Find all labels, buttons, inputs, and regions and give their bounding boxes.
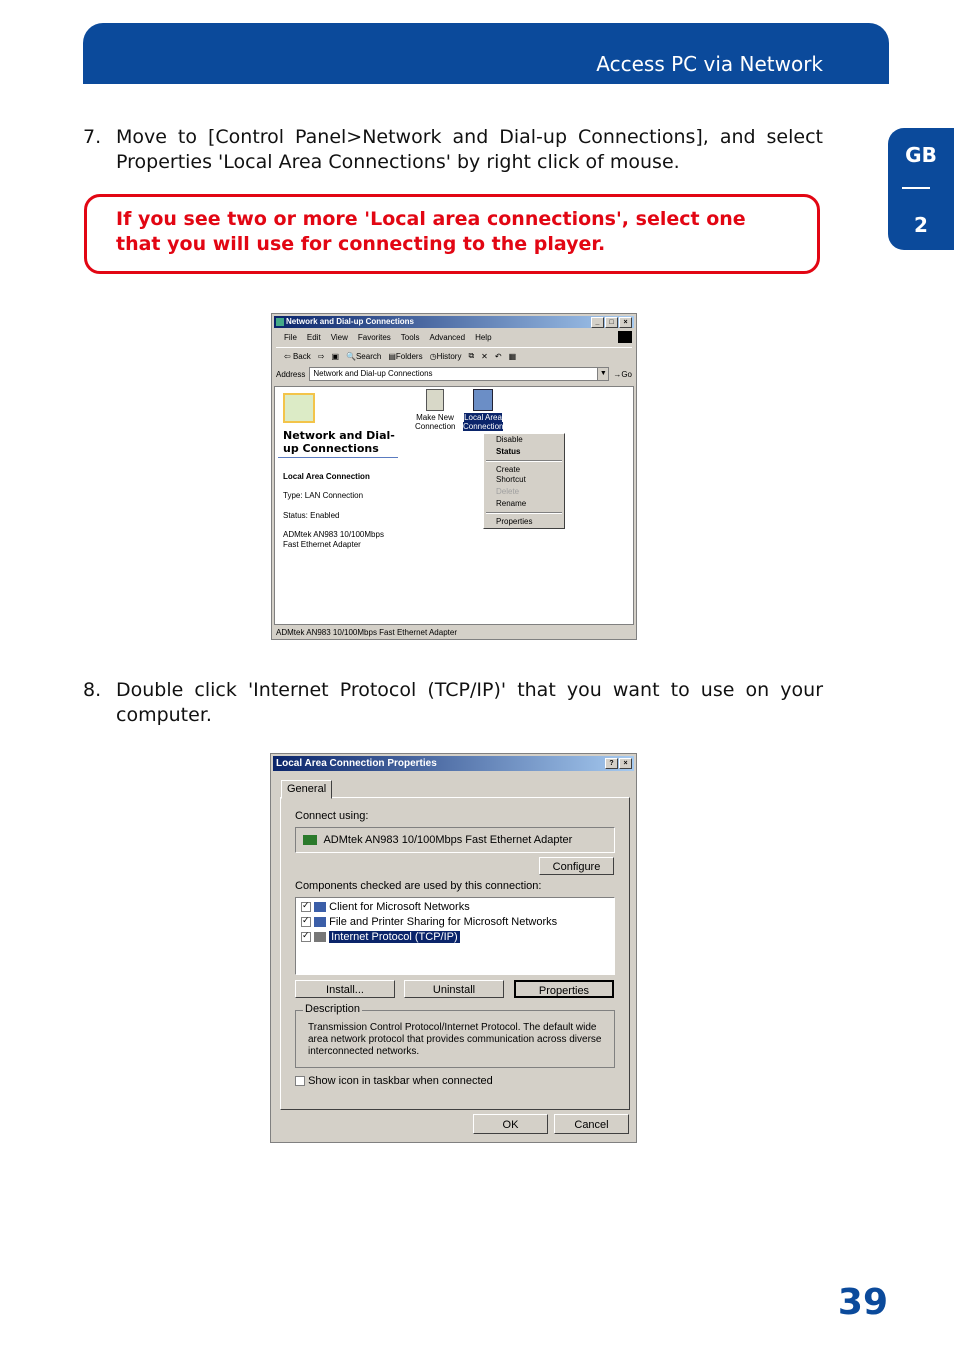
- component-checkbox[interactable]: [301, 902, 311, 912]
- status-bar: ADMtek AN983 10/100Mbps Fast Ethernet Adapter: [276, 628, 457, 637]
- menu-separator: [486, 512, 562, 514]
- panel-heading: Network and Dial-up Connections: [283, 429, 395, 455]
- menu-edit[interactable]: Edit: [306, 333, 321, 342]
- history-button[interactable]: ◷History: [429, 351, 462, 361]
- window-title: Network and Dial-up Connections: [286, 317, 415, 326]
- page-number: 39: [837, 1282, 888, 1323]
- views-icon[interactable]: ▦: [508, 351, 517, 361]
- step-7: [83, 125, 823, 175]
- details-type: Type: LAN Connection: [283, 491, 364, 500]
- client-icon: [314, 902, 326, 912]
- menu-favorites[interactable]: Favorites: [357, 333, 391, 342]
- forward-button[interactable]: ⇨: [317, 351, 325, 361]
- menu-rename[interactable]: Rename: [496, 499, 527, 508]
- toolbar: [276, 347, 632, 364]
- network-folder-icon: [283, 393, 315, 423]
- tab-general[interactable]: General: [281, 780, 332, 799]
- protocol-icon: [314, 932, 326, 942]
- content-pane: [274, 386, 634, 625]
- description-group: [295, 1003, 615, 1068]
- windows-logo-icon: [618, 331, 632, 343]
- sharing-icon: [314, 917, 326, 927]
- menu-bar: [276, 331, 632, 345]
- network-icon: [473, 389, 493, 411]
- taskbar-checkbox[interactable]: [295, 1076, 305, 1086]
- details-adapter: ADMtek AN983 10/100Mbps Fast Ethernet Adapter: [283, 530, 384, 549]
- properties-button[interactable]: Properties: [514, 980, 614, 998]
- computer-icon: [426, 389, 444, 411]
- window-titlebar: [274, 316, 634, 328]
- uninstall-button[interactable]: Uninstall: [404, 980, 504, 998]
- warning-notice: If you see two or more 'Local area connections', select one that you will use for connecting to the player.: [84, 194, 820, 274]
- description-text: Transmission Control Protocol/Internet Protocol. The default wide area network protocol that provides communication across diverse interconnected networks.: [308, 1022, 602, 1057]
- folder-icon: [276, 318, 284, 326]
- details-title: Local Area Connection: [283, 472, 370, 481]
- menu-separator: [486, 460, 562, 462]
- menu-properties[interactable]: Properties: [496, 517, 533, 526]
- component-item[interactable]: [301, 916, 557, 928]
- dialog-titlebar: [273, 756, 634, 771]
- address-label: Address: [276, 369, 306, 379]
- local-area-connection-label: Local Area Connection: [463, 413, 504, 431]
- taskbar-label: Show icon in taskbar when connected: [308, 1075, 493, 1087]
- menu-status[interactable]: Status: [496, 447, 521, 456]
- undo-icon[interactable]: ↶: [494, 351, 502, 361]
- connect-using-label: Connect using:: [295, 810, 369, 822]
- section-number: 2: [914, 213, 928, 237]
- adapter-icon: [303, 835, 317, 845]
- header-title: Access PC via Network: [596, 52, 823, 76]
- side-tab: [888, 128, 954, 250]
- close-button[interactable]: ×: [619, 317, 632, 328]
- adapter-name: ADMtek AN983 10/100Mbps Fast Ethernet Adapter: [323, 834, 573, 846]
- panel-divider: [278, 457, 398, 458]
- move-to-icon[interactable]: ⧉: [468, 351, 475, 360]
- menu-view[interactable]: View: [330, 333, 348, 342]
- cancel-button[interactable]: Cancel: [554, 1114, 629, 1134]
- menu-delete[interactable]: Delete: [496, 487, 520, 496]
- network-connections-window: [271, 313, 637, 640]
- chevron-down-icon[interactable]: ▼: [597, 368, 608, 380]
- tab-panel: [280, 797, 630, 1110]
- component-item[interactable]: [301, 901, 470, 913]
- make-new-connection-item[interactable]: [415, 389, 455, 431]
- component-checkbox[interactable]: [301, 932, 311, 942]
- help-button[interactable]: ?: [605, 758, 618, 769]
- configure-button[interactable]: Configure: [539, 857, 614, 875]
- search-button[interactable]: 🔍Search: [346, 351, 382, 361]
- adapter-field: [295, 827, 615, 853]
- address-field[interactable]: Network and Dial-up Connections ▼: [309, 367, 609, 381]
- ok-button[interactable]: OK: [473, 1114, 548, 1134]
- local-area-connection-item[interactable]: [463, 389, 503, 431]
- go-button[interactable]: →Go: [613, 369, 632, 379]
- component-label: Client for Microsoft Networks: [329, 901, 470, 913]
- install-button[interactable]: Install...: [295, 980, 395, 998]
- context-menu: [483, 433, 565, 529]
- dialog-title: Local Area Connection Properties: [276, 758, 437, 769]
- components-list[interactable]: [295, 897, 615, 975]
- minimize-button[interactable]: _: [591, 317, 604, 328]
- step-text: Double click 'Internet Protocol (TCP/IP)' that you want to use on your computer.: [116, 679, 823, 726]
- header-bar: [83, 23, 889, 84]
- language-label: GB: [905, 143, 937, 167]
- details-status: Status: Enabled: [283, 511, 340, 520]
- step-text: Move to [Control Panel>Network and Dial-up Connections], and select Properties 'Local Area Connections' by right click of mouse.: [116, 126, 823, 173]
- lan-properties-dialog: [270, 753, 637, 1143]
- address-bar: [276, 366, 632, 382]
- component-label: File and Printer Sharing for Microsoft Networks: [329, 916, 558, 928]
- components-label: Components checked are used by this connection:: [295, 880, 542, 892]
- component-label: Internet Protocol (TCP/IP): [331, 931, 458, 943]
- maximize-button[interactable]: □: [605, 317, 618, 328]
- menu-file[interactable]: File: [284, 333, 297, 342]
- step-number: 7.: [83, 126, 102, 148]
- make-new-connection-label: Make New Connection: [415, 413, 456, 431]
- menu-create-shortcut[interactable]: Create Shortcut: [496, 465, 526, 484]
- menu-disable[interactable]: Disable: [496, 435, 523, 444]
- description-label: Description: [305, 1003, 361, 1015]
- step-number: 8.: [83, 679, 102, 701]
- menu-advanced[interactable]: Advanced: [429, 333, 466, 342]
- component-checkbox[interactable]: [301, 917, 311, 927]
- taskbar-option[interactable]: [295, 1075, 493, 1087]
- component-item[interactable]: [301, 931, 460, 943]
- back-button[interactable]: ⇦ Back: [284, 351, 311, 361]
- step-8: [83, 678, 823, 728]
- folders-button[interactable]: ▤Folders: [388, 351, 423, 361]
- close-button[interactable]: ×: [619, 758, 632, 769]
- side-divider: [902, 187, 930, 189]
- delete-icon[interactable]: ✕: [481, 351, 488, 361]
- up-folder-icon[interactable]: ▣: [331, 351, 339, 361]
- menu-tools[interactable]: Tools: [400, 333, 420, 342]
- menu-help[interactable]: Help: [475, 333, 492, 342]
